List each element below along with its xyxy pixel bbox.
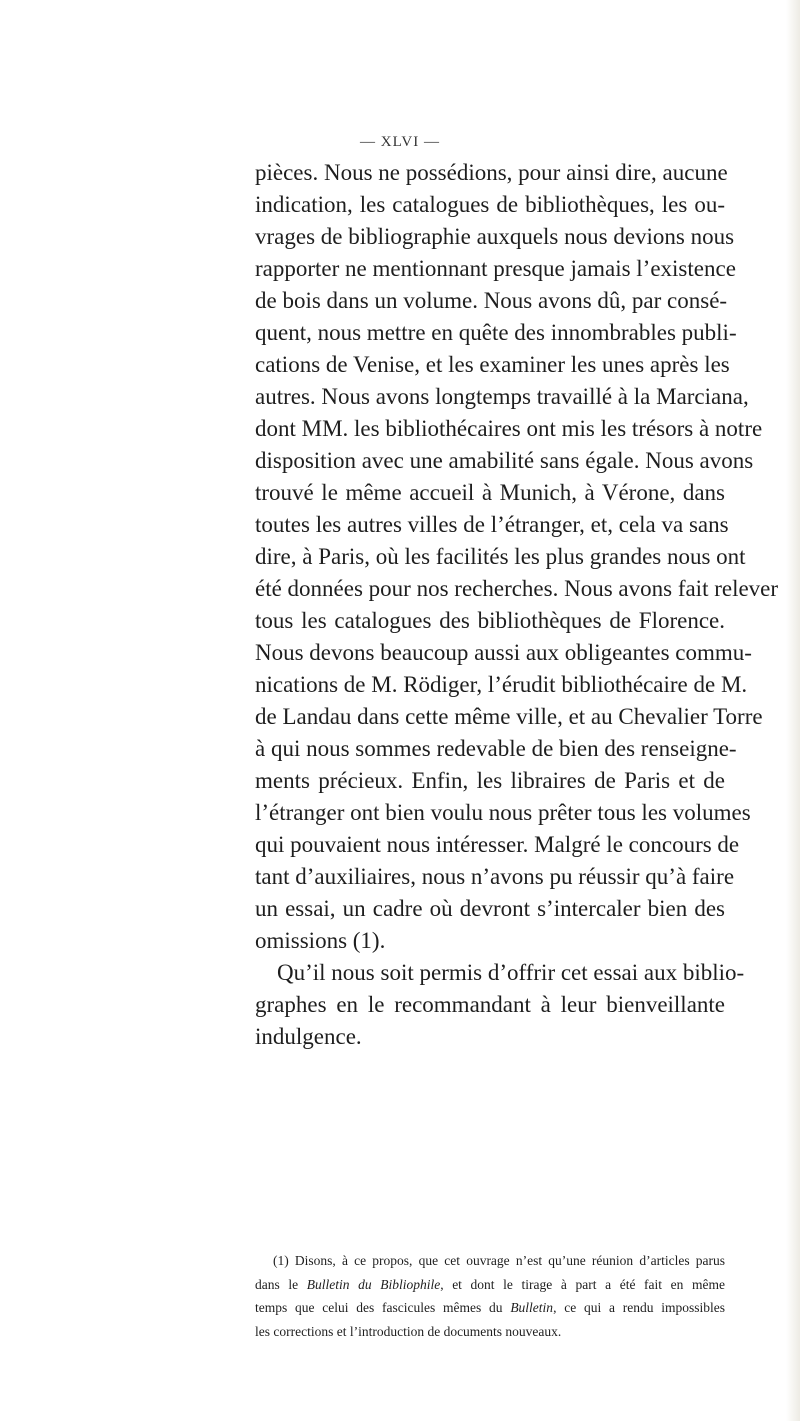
body-line: dont MM. les bibliothécaires ont mis les trésors à notre bbox=[255, 416, 763, 441]
body-line: ments précieux. Enfin, les libraires de Paris et de bbox=[255, 768, 725, 793]
footnote-text: temps que celui des fascicules mêmes du bbox=[255, 1300, 511, 1315]
body-line: cations de Venise, et les examiner les unes après les bbox=[255, 352, 730, 377]
body-line: été données pour nos recherches. Nous avons fait relever bbox=[255, 576, 779, 601]
body-line: autres. Nous avons longtemps travaillé à la Marciana, bbox=[255, 384, 749, 409]
body-line: dire, à Paris, où les facilités les plus grandes nous ont bbox=[255, 544, 746, 569]
footnote-line: (1) Disons, à ce propos, que cet ouvrage n’est qu’une réunion d’articles parus bbox=[273, 1253, 725, 1268]
body-line: disposition avec une amabilité sans égale. Nous avons bbox=[255, 448, 754, 473]
body-line: indication, les catalogues de bibliothèques, les ou- bbox=[255, 192, 725, 217]
footnote bbox=[255, 1249, 725, 1343]
body-line: de Landau dans cette même ville, et au Chevalier Torre bbox=[255, 704, 763, 729]
footnote-journal-title: Bulletin du Bibliophile bbox=[306, 1276, 441, 1292]
body-line: qui pouvaient nous intéresser. Malgré le concours de bbox=[255, 832, 740, 857]
footnote-line bbox=[255, 1273, 725, 1297]
body-line: l’étranger ont bien voulu nous prêter tous les volumes bbox=[255, 800, 751, 825]
footnote-journal-title: Bulletin bbox=[510, 1300, 554, 1315]
body-line: tant d’auxiliaires, nous n’avons pu réussir qu’à faire bbox=[255, 864, 735, 889]
body-line: trouvé le même accueil à Munich, à Vérone, dans bbox=[255, 480, 725, 505]
body-line: à qui nous sommes redevable de bien des renseigne- bbox=[255, 736, 737, 761]
body-line: un essai, un cadre où devront s’intercaler bien des bbox=[255, 896, 725, 921]
footnote-text: , ce qui a rendu impossibles bbox=[553, 1300, 725, 1315]
body-line: pièces. Nous ne possédions, pour ainsi dire, aucune bbox=[255, 160, 728, 185]
footnote-line bbox=[255, 1296, 725, 1320]
body-line: toutes les autres villes de l’étranger, et, cela va sans bbox=[255, 512, 729, 537]
running-head: — XLVI — bbox=[360, 134, 440, 150]
page-edge-shadow bbox=[786, 0, 800, 1421]
body-line: omissions (1). bbox=[255, 928, 386, 953]
body-text bbox=[255, 157, 779, 1053]
body-line: graphes en le recommandant à leur bienveillante bbox=[255, 992, 725, 1017]
body-line: quent, nous mettre en quête des innombrables publi- bbox=[255, 320, 737, 345]
body-line: de bois dans un volume. Nous avons dû, par consé- bbox=[255, 288, 728, 313]
body-line: rapporter ne mentionnant presque jamais l’existence bbox=[255, 256, 736, 281]
body-line: tous les catalogues des bibliothèques de Florence. bbox=[255, 608, 725, 633]
footnote-text: dans le bbox=[255, 1276, 307, 1292]
body-line: vrages de bibliographie auxquels nous devions nous bbox=[255, 224, 735, 249]
body-line: indulgence. bbox=[255, 1024, 362, 1049]
body-line: Qu’il nous soit permis d’offrir cet essai aux biblio- bbox=[277, 960, 745, 985]
footnote-text: , et dont le tirage à part a été fait en même bbox=[440, 1276, 726, 1292]
body-line: Nous devons beaucoup aussi aux obligeantes commu- bbox=[255, 640, 752, 665]
footnote-line: les corrections et l’introduction de documents nouveaux. bbox=[255, 1323, 562, 1339]
body-line: nications de M. Rödiger, l’érudit bibliothécaire de M. bbox=[255, 672, 748, 697]
